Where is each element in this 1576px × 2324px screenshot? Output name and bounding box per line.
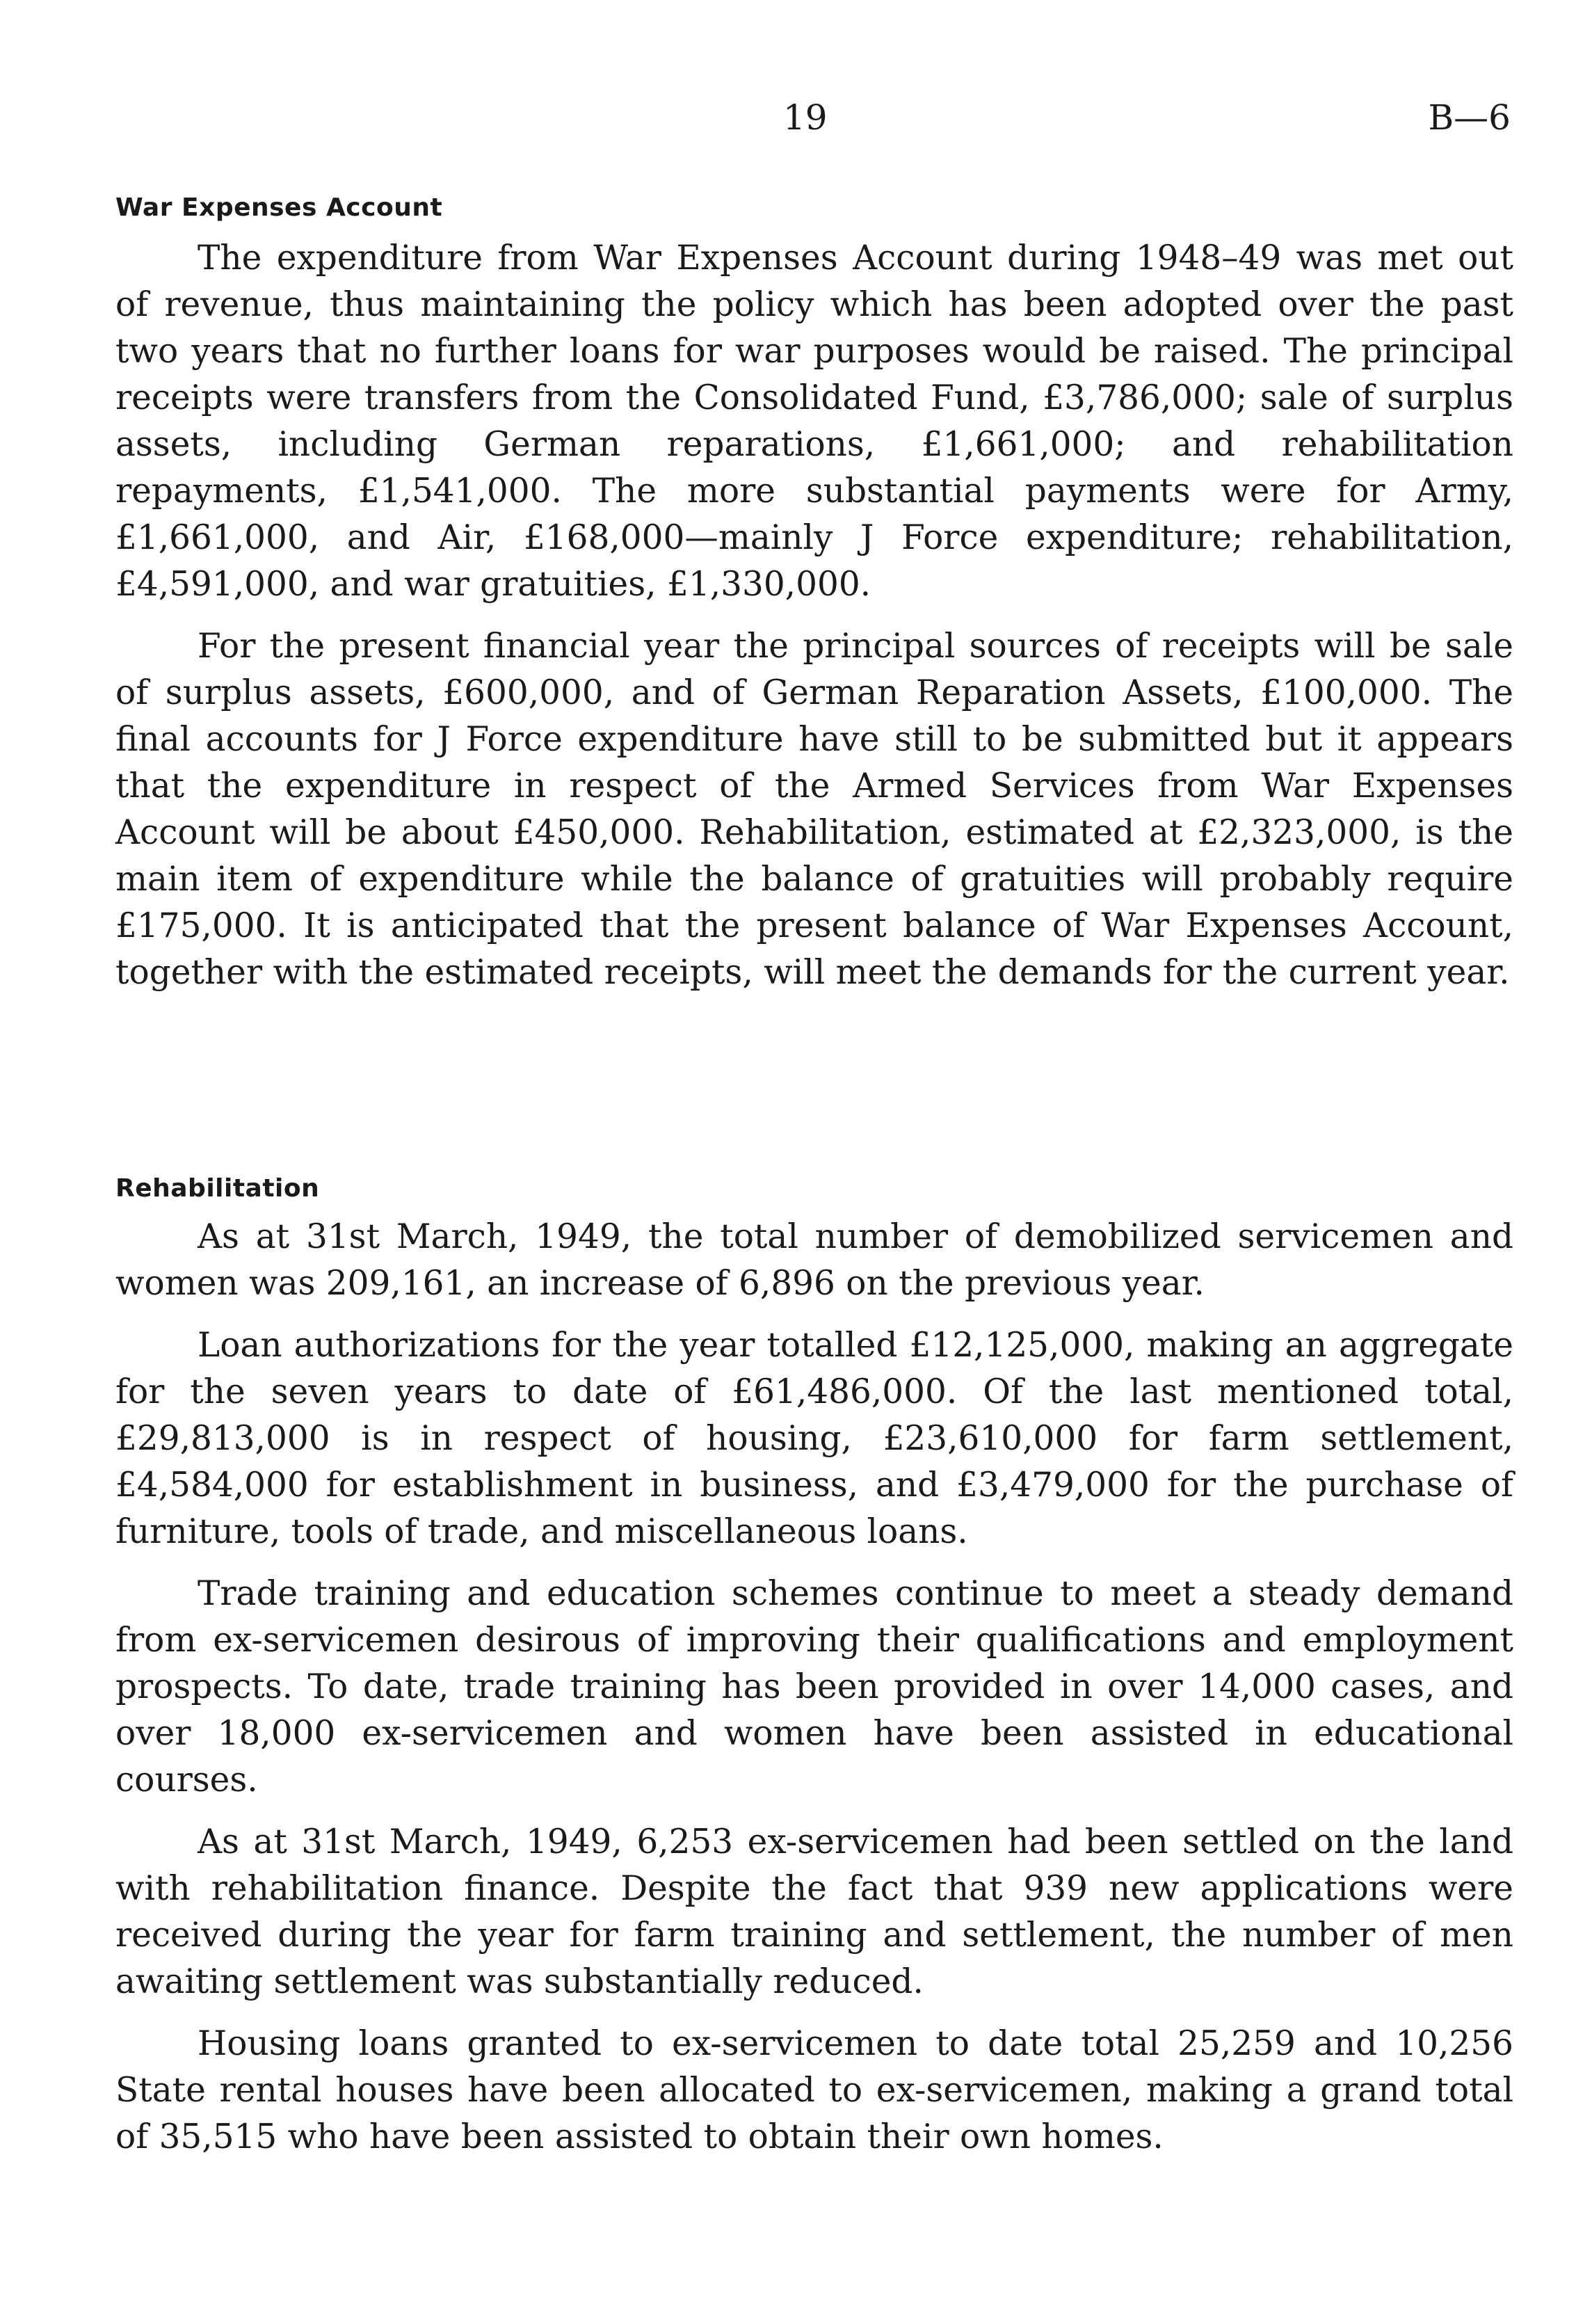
- section-heading-rehabilitation: Rehabilitation: [115, 1174, 320, 1203]
- paragraph: As at 31st March, 1949, the total number of demobilized servicemen and women was 209,161, an increase of 6,896 on the previous year.: [115, 1217, 1513, 1303]
- paragraph: For the present financial year the principal sources of receipts will be sale of surplus assets, £600,000, and of German Reparation Assets, £100,000. The final accounts for J Force expenditure have still to be submitted but it appears that the expenditure in respect of the Armed Services from War Expenses Account will be about £450,000. Rehabilitation, estimated at £2,323,000, is the main item of expenditure while the balance of gratuities will probably require £175,000. It is anticipated that the present balance of War Expenses Account, together with the estimated receipts, will meet the demands for the current year.: [115, 627, 1513, 992]
- page-header: [0, 97, 1576, 153]
- paragraph: Housing loans granted to ex-servicemen to date total 25,259 and 10,256 State rental houses have been allocated to ex-servicemen, making a grand total of 35,515 who have been assisted to obtain their own homes.: [115, 2024, 1513, 2156]
- paragraph: As at 31st March, 1949, 6,253 ex-servicemen had been settled on the land with rehabilitation finance. Despite the fact that 939 new applications were received during the year for farm training and settlement, the number of men awaiting settlement was substantially reduced.: [115, 1822, 1513, 2001]
- section-body-war-expenses: [115, 235, 1513, 1011]
- paragraph: Loan authorizations for the year totalled £12,125,000, making an aggregate for the seven years to date of £61,486,000. Of the last mentioned total, £29,813,000 is in respect of housing, £23,610,000 for farm settlement, £4,584,000 for establishment in business, and £3,479,000 for the purchase of furniture, tools of trade, and miscellaneous loans.: [115, 1326, 1513, 1551]
- section-heading-war-expenses: War Expenses Account: [115, 193, 443, 222]
- document-reference: B—6: [1428, 97, 1511, 138]
- page-number: 19: [783, 97, 828, 138]
- paragraph: Trade training and education schemes continue to meet a steady demand from ex-servicemen desirous of improving their qualifications and employment prospects. To date, trade training has been provided in over 14,000 cases, and over 18,000 ex-servicemen and women have been assisted in educational courses.: [115, 1574, 1513, 1800]
- section-body-rehabilitation: [115, 1214, 1513, 2176]
- paragraph: The expenditure from War Expenses Account during 1948–49 was met out of revenue, thus maintaining the policy which has been adopted over the past two years that no further loans for war purposes would be raised. The principal receipts were transfers from the Consolidated Fund, £3,786,000; sale of surplus assets, including German reparations, £1,661,000; and rehabilitation repayments, £1,541,000. The more substantial payments were for Army, £1,661,000, and Air, £168,000—mainly J Force expenditure; rehabilitation, £4,591,000, and war gratuities, £1,330,000.: [115, 239, 1513, 604]
